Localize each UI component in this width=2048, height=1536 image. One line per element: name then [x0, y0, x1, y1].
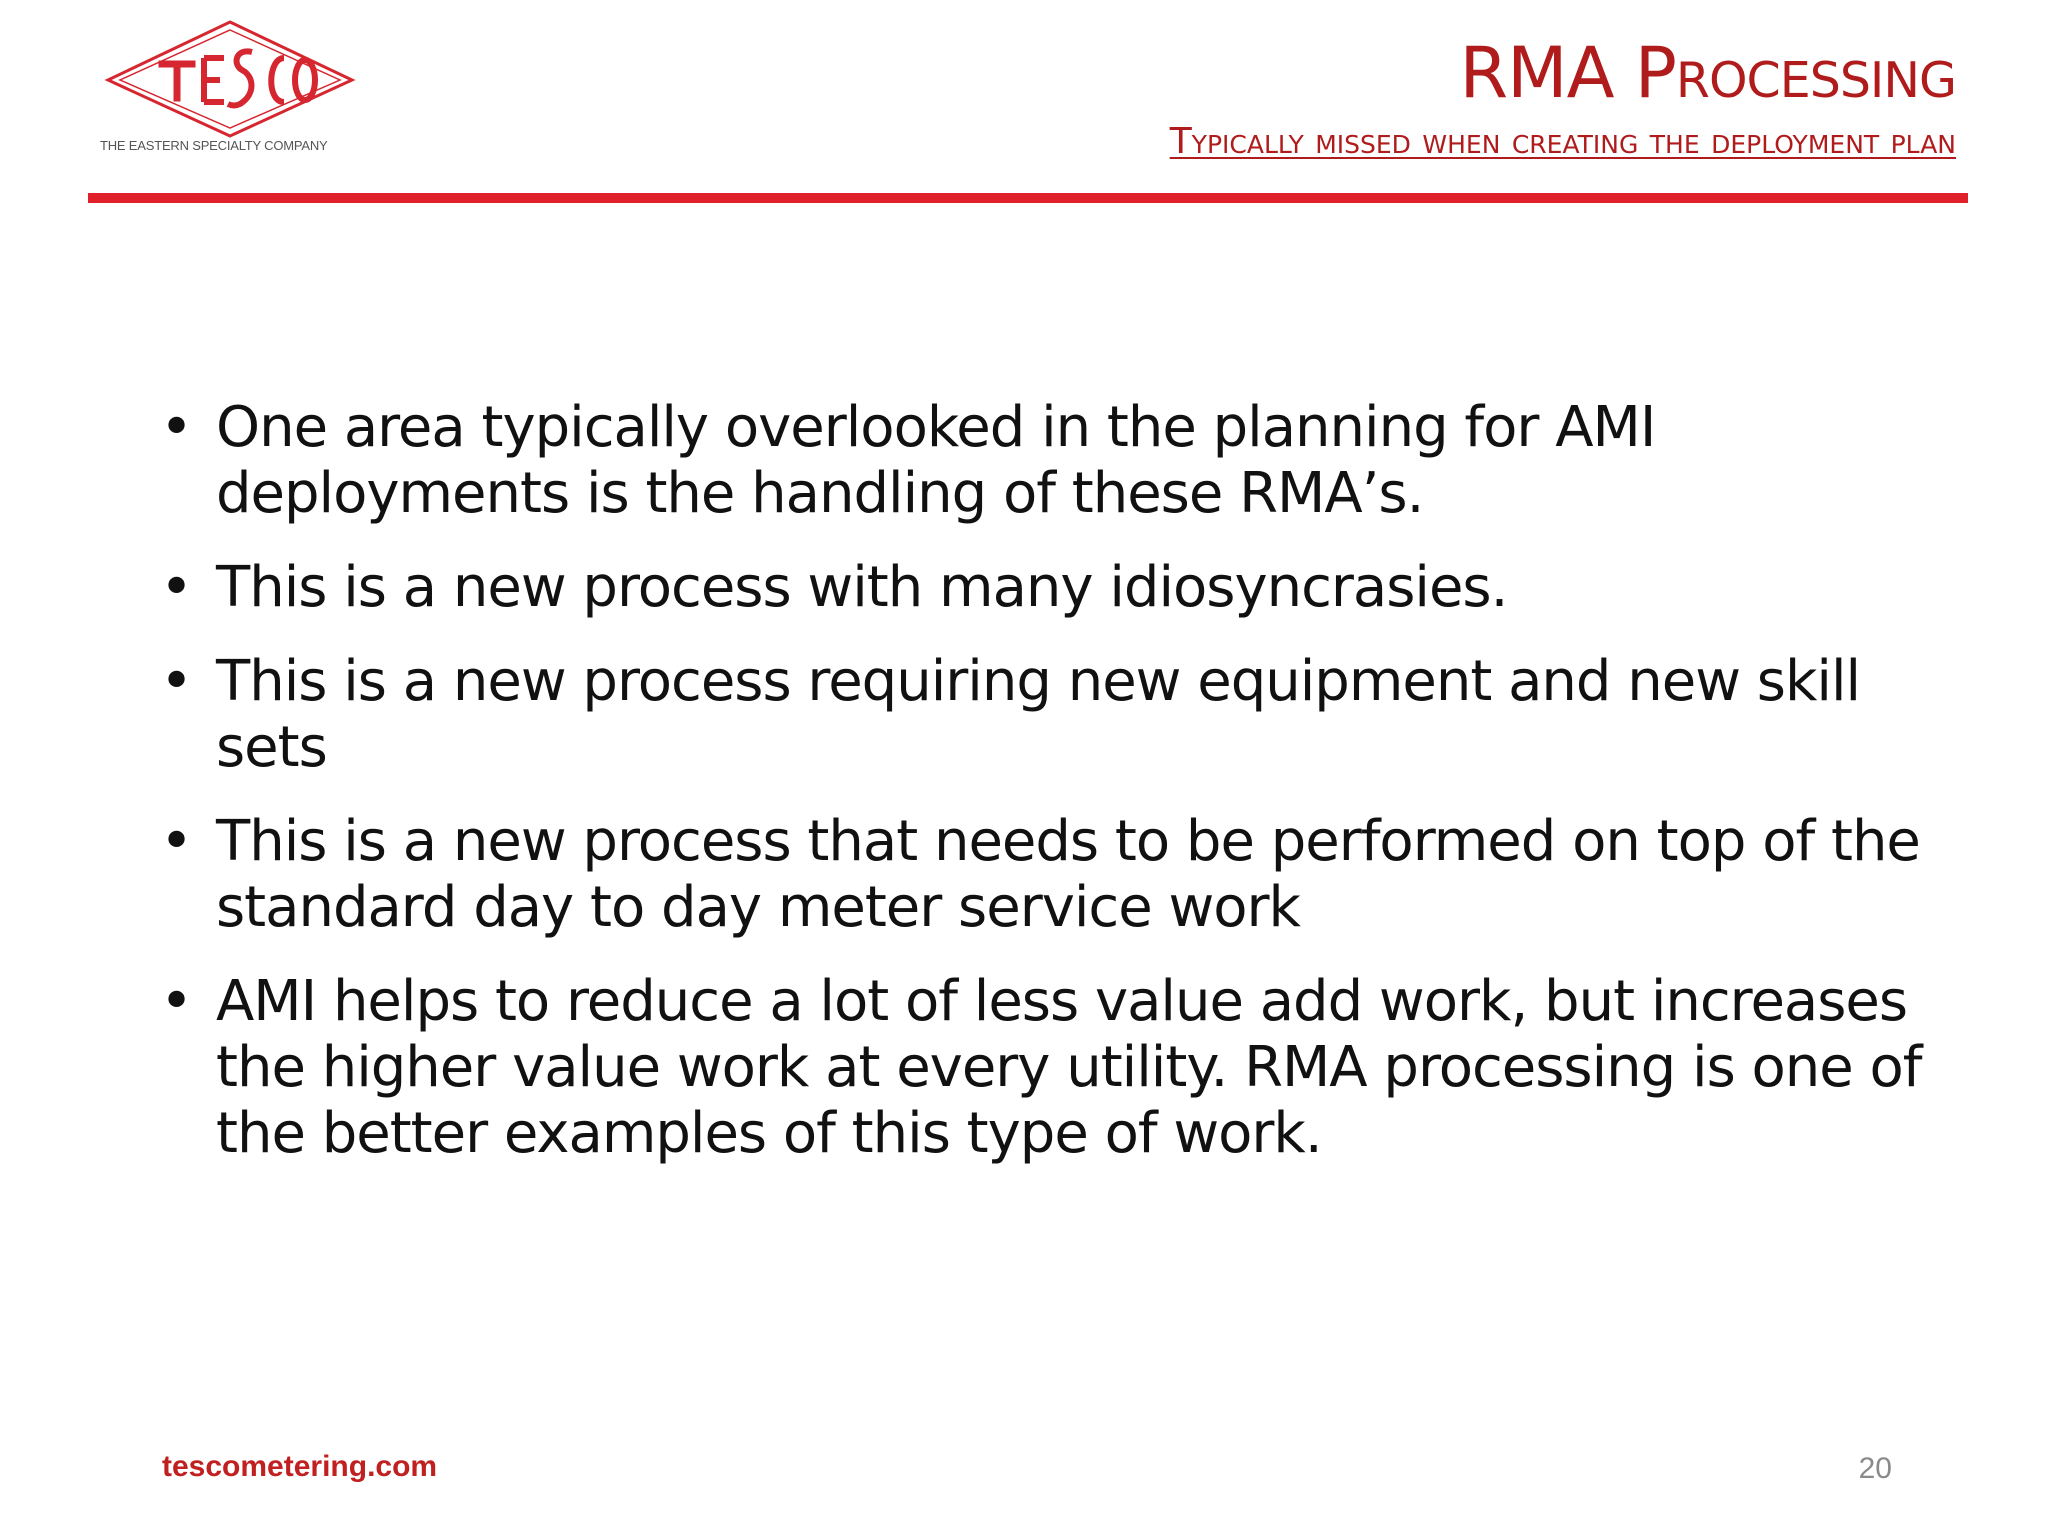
bullet-text: This is a new process with many idiosyncrasies.	[216, 555, 1508, 620]
bullet-dot-icon: •	[160, 809, 193, 874]
bullet-dot-icon: •	[160, 395, 193, 460]
bullet-dot-icon: •	[160, 649, 193, 714]
bullet-dot-icon: •	[160, 969, 193, 1034]
bullet-item	[160, 969, 1940, 1167]
bullet-text: This is a new process that needs to be performed on top of the standard day to day meter service work	[216, 809, 1920, 940]
tesco-logo	[100, 18, 360, 168]
bullet-item	[160, 555, 1940, 621]
bullet-item	[160, 395, 1940, 527]
bullet-text: One area typically overlooked in the planning for AMI deployments is the handling of these RMA’s.	[216, 395, 1656, 526]
logo-caption: THE EASTERN SPECIALTY COMPANY	[100, 138, 328, 153]
bullet-item	[160, 649, 1940, 781]
page-subtitle: Typically missed when creating the deployment plan	[1169, 121, 1956, 162]
bullet-list	[160, 395, 1940, 1195]
bullet-dot-icon: •	[160, 555, 193, 620]
header-divider	[88, 193, 1968, 203]
footer-website-link[interactable]: tescometering.com	[162, 1450, 438, 1483]
page-title: RMA Processing	[1459, 32, 1956, 114]
bullet-text: This is a new process requiring new equipment and new skill sets	[216, 649, 1861, 780]
page-number: 20	[1858, 1452, 1892, 1485]
bullet-text: AMI helps to reduce a lot of less value add work, but increases the higher value work at every utility. RMA processing is one of the better examples of this type of work.	[216, 969, 1922, 1166]
bullet-item	[160, 809, 1940, 941]
tesco-logo-diamond-icon	[100, 18, 360, 138]
